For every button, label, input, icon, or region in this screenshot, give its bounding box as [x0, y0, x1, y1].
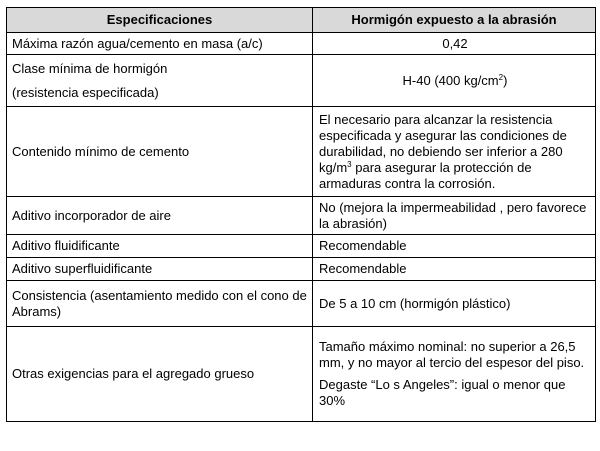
header-specifications: Especificaciones [7, 8, 313, 33]
table-row [7, 107, 596, 197]
spec-cell: Contenido mínimo de cemento [7, 107, 313, 197]
spec-cell: Otras exigencias para el agregado grueso [7, 327, 313, 422]
table-row [7, 235, 596, 258]
table-header-row [7, 8, 596, 33]
table-row [7, 55, 596, 107]
value-cell [313, 55, 596, 107]
table-row [7, 33, 596, 55]
table-row [7, 281, 596, 327]
value-paragraph: Tamaño máximo nominal: no superior a 26,5 mm, y no mayor al tercio del espesor del piso. [319, 339, 585, 370]
header-abrasion-concrete: Hormigón expuesto a la abrasión [313, 8, 596, 33]
spec-cell: Aditivo fluidificante [7, 235, 313, 258]
spec-cell: Máxima razón agua/cemento en masa (a/c) [7, 33, 313, 55]
superscript: 3 [347, 159, 352, 169]
value-cell: De 5 a 10 cm (hormigón plástico) [313, 281, 596, 327]
value-text: H-40 (400 kg/cm [402, 72, 499, 88]
superscript: 2 [498, 72, 504, 82]
value-cell [313, 327, 596, 422]
value-cell: 0,42 [313, 33, 596, 55]
table-row [7, 197, 596, 235]
spec-line: Clase mínima de hormigón [12, 60, 168, 76]
spec-cell: Aditivo incorporador de aire [7, 197, 313, 235]
table-row [7, 258, 596, 281]
spec-cell: Aditivo superfluidificante [7, 258, 313, 281]
spec-cell: Consistencia (asentamiento medido con el cono de Abrams) [7, 281, 313, 327]
value-text: ) [503, 72, 508, 88]
spec-line: (resistencia especificada) [12, 84, 159, 100]
spec-cell [7, 55, 313, 107]
specifications-table [6, 7, 596, 422]
value-text: El necesario para alcanzar la resistencia especificada y asegurar las condiciones de durabilidad, no debiendo ser inferior a 280 kg/m [319, 111, 567, 175]
value-paragraph: Degaste “Lo s Angeles”: igual o menor que 30% [319, 377, 566, 408]
value-cell: Recomendable [313, 235, 596, 258]
value-cell: No (mejora la impermeabilidad , pero favorece la abrasión) [313, 197, 596, 235]
table-row [7, 327, 596, 422]
value-text: para asegurar la protección de armaduras contra la corrosión. [319, 159, 532, 191]
value-cell: Recomendable [313, 258, 596, 281]
value-cell [313, 107, 596, 197]
